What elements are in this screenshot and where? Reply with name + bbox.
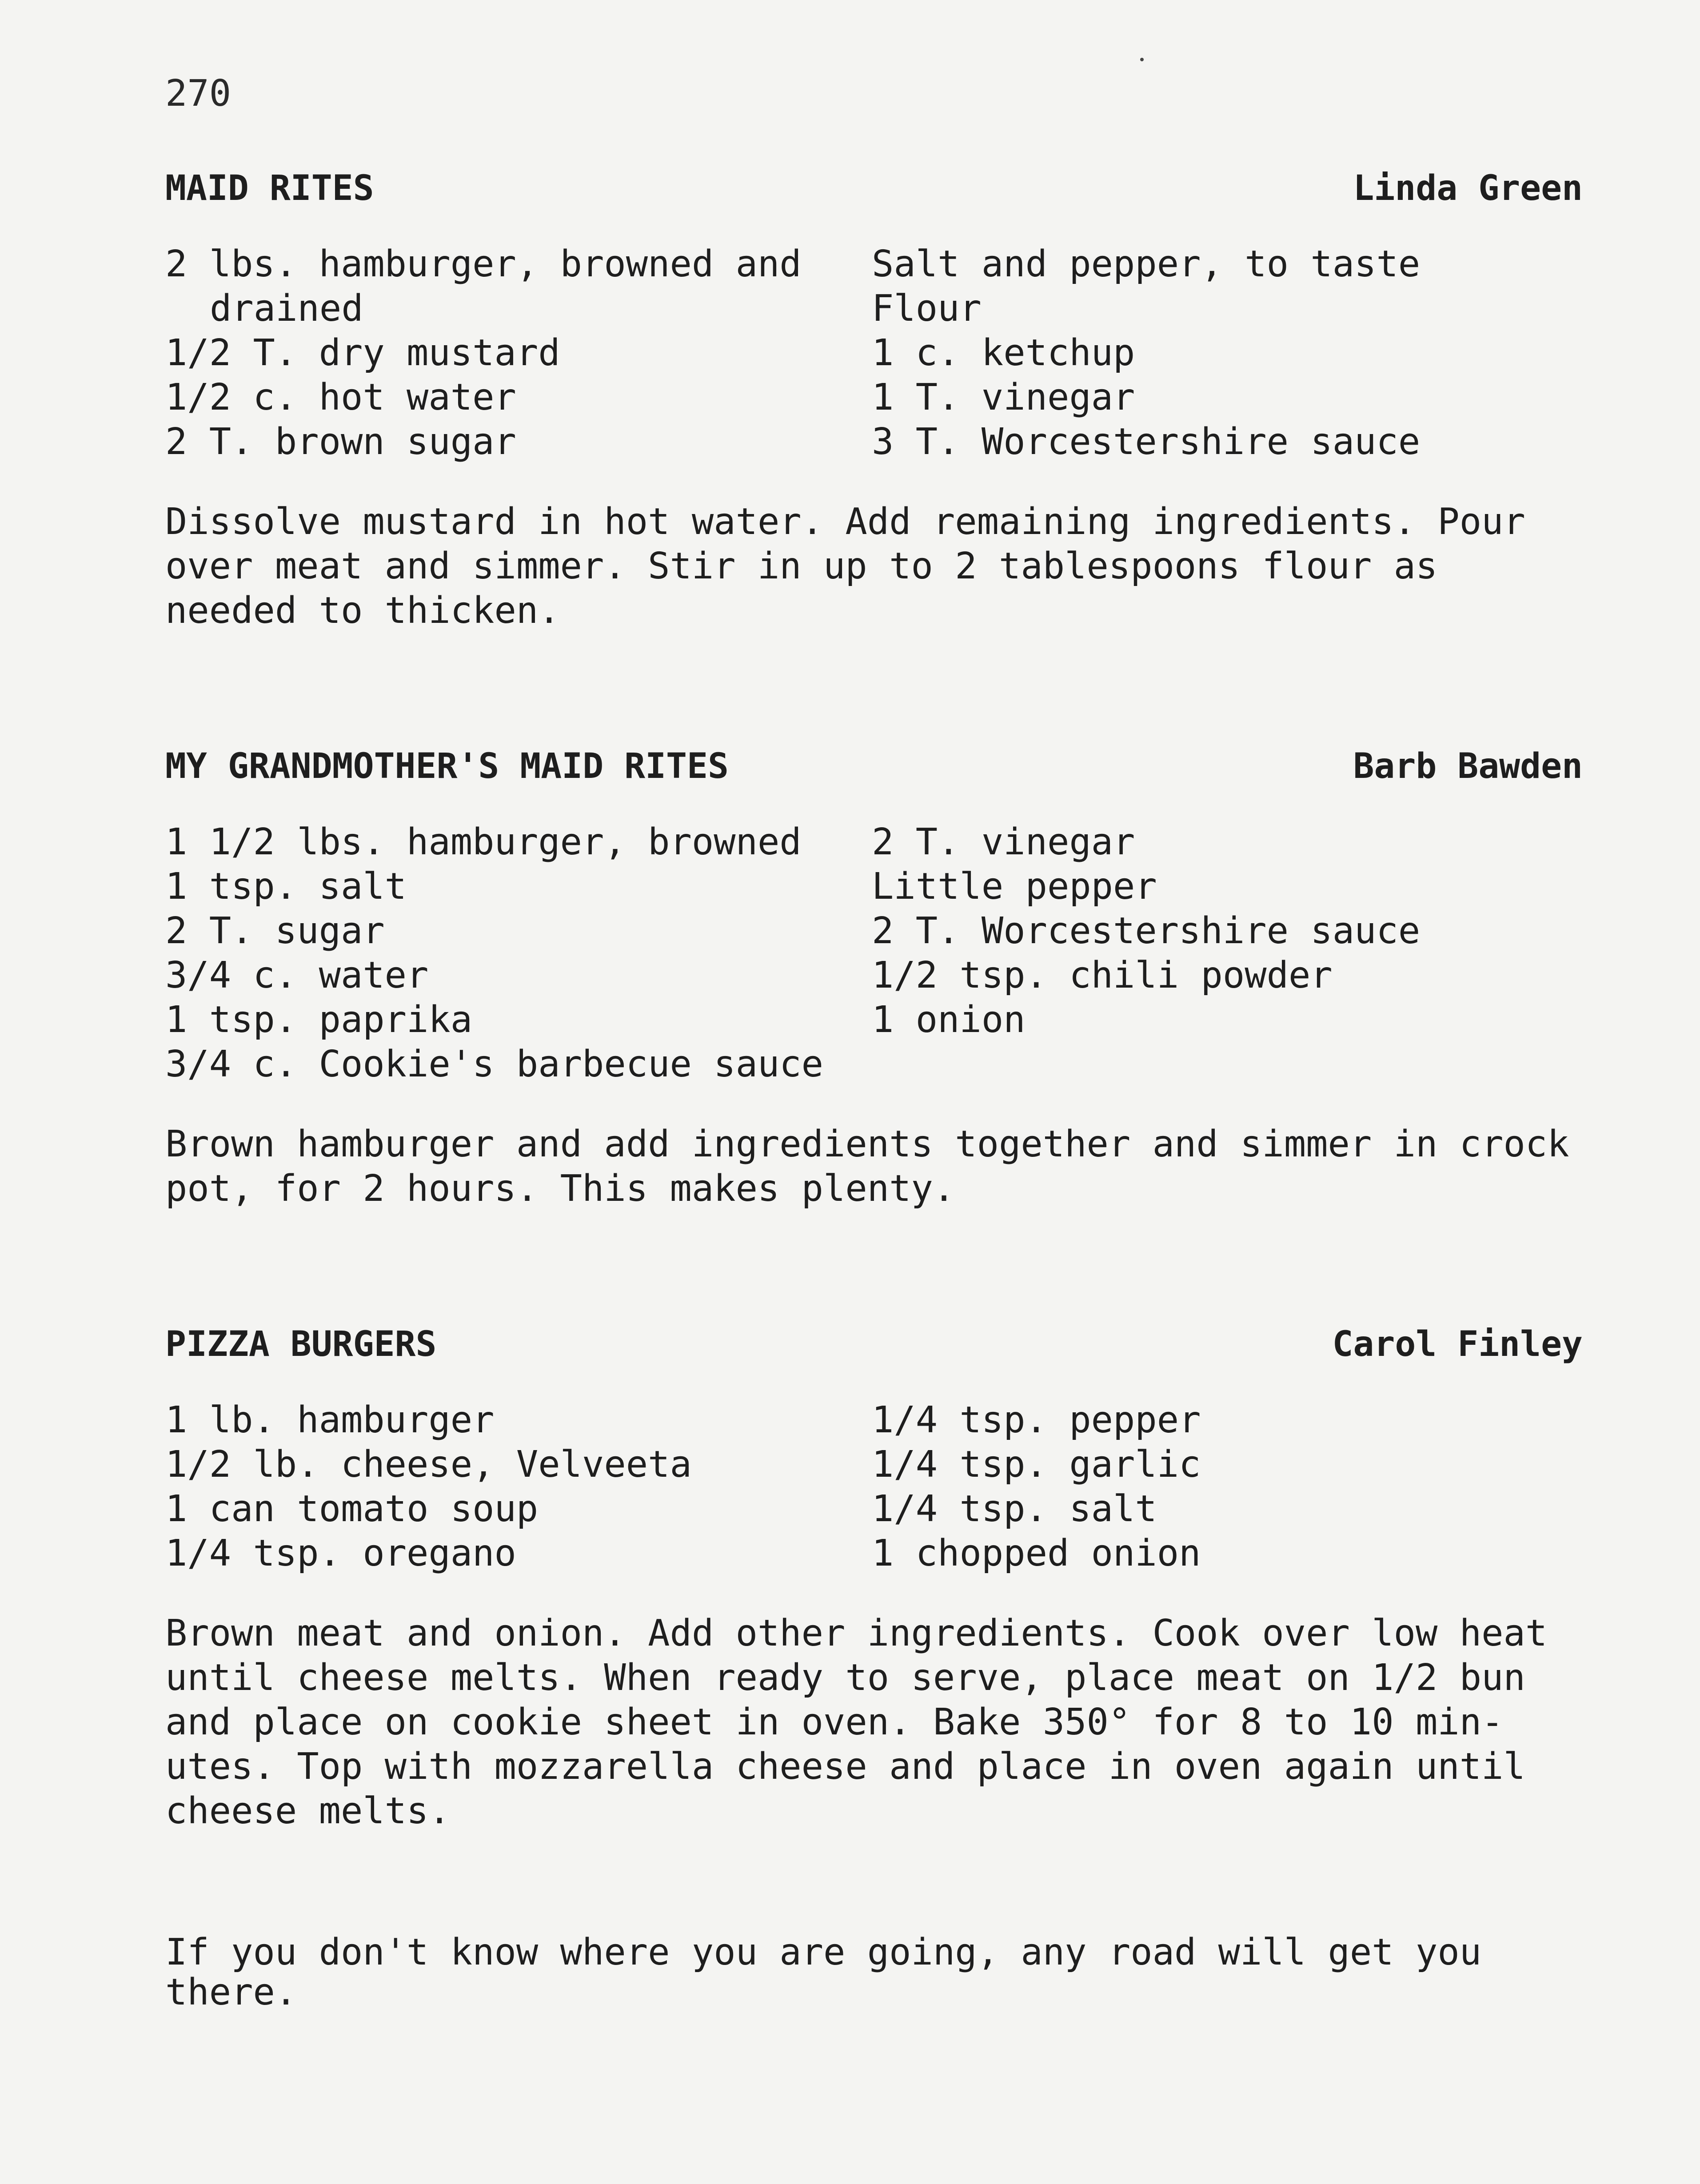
ingredient: 1 c. ketchup	[872, 332, 1135, 374]
ingredient: 1 tsp. paprika	[165, 999, 473, 1041]
ingredient-column-left	[165, 242, 872, 464]
recipe-header	[165, 746, 1583, 793]
ingredient: Little pepper	[872, 865, 1157, 908]
ingredient: 1 can tomato soup	[165, 1488, 539, 1530]
ingredient: 1/4 tsp. salt	[872, 1488, 1157, 1530]
ingredient-column-left	[165, 1398, 872, 1576]
recipe-title: PIZZA BURGERS	[165, 1324, 437, 1364]
ingredient: 2 T. vinegar	[872, 821, 1135, 863]
ingredient: 1 tsp. salt	[165, 865, 407, 908]
ingredient: 1 onion	[872, 999, 1026, 1041]
ingredient: 3 T. Worcestershire sauce	[872, 421, 1421, 463]
ingredient: 3/4 c. water	[165, 954, 429, 996]
recipe-author: Carol Finley	[1332, 1324, 1583, 1364]
ingredient: drained	[210, 287, 363, 330]
ingredient-column-left	[165, 820, 872, 1087]
ingredient: 3/4 c. Cookie's barbecue sauce	[165, 1043, 824, 1085]
ingredient: 1/2 T. dry mustard	[165, 332, 560, 374]
recipe-title: MAID RITES	[165, 168, 374, 208]
ingredient: Salt and pepper, to taste	[872, 243, 1421, 285]
ingredient: 2 lbs. hamburger, browned and	[165, 243, 802, 285]
recipe-directions: Brown hamburger and add ingredients together and simmer in crock pot, for 2 hours. This makes plenty.	[165, 1123, 1569, 1210]
recipe-author: Barb Bawden	[1353, 746, 1583, 786]
ingredient: 1 chopped onion	[872, 1532, 1201, 1574]
recipe-directions: Dissolve mustard in hot water. Add remaining ingredients. Pour over meat and simmer. Stir in up to 2 tablespoons flour as needed to thicken.	[165, 501, 1525, 632]
ingredient: 1 T. vinegar	[872, 376, 1135, 418]
recipe-author: Linda Green	[1353, 168, 1583, 208]
ingredient-column-right	[872, 1398, 1583, 1576]
speck-mark	[1140, 58, 1144, 61]
ingredient: Flour	[872, 287, 982, 330]
ingredient: 1 1/2 lbs. hamburger, browned	[165, 821, 802, 863]
ingredient-column-right	[872, 242, 1583, 464]
ingredient: 1/4 tsp. garlic	[872, 1443, 1201, 1486]
recipe-my-grandmothers-maid-rites	[165, 746, 1583, 1211]
ingredient-column-right	[872, 820, 1583, 1087]
recipe-title: MY GRANDMOTHER'S MAID RITES	[165, 746, 729, 786]
ingredient: 1/2 lb. cheese, Velveeta	[165, 1443, 692, 1486]
ingredient: 1/2 c. hot water	[165, 376, 516, 418]
recipe-pizza-burgers	[165, 1324, 1583, 1833]
page-number: 270	[165, 72, 231, 115]
ingredient: 1/4 tsp. oregano	[165, 1532, 516, 1574]
ingredient: 1/4 tsp. pepper	[872, 1399, 1201, 1441]
recipe-directions: Brown meat and onion. Add other ingredients. Cook over low heat until cheese melts. When ready to serve, place meat on 1/2 bun and place on cookie sheet in oven. Bake 350° for 8 to 10 min- utes. Top with mozzarella cheese and place in oven again until cheese melts.	[165, 1612, 1548, 1832]
closing-quote: If you don't know where you are going, any road will get you there.	[165, 1931, 1482, 2013]
recipe-header	[165, 168, 1583, 215]
ingredient: 1/2 tsp. chili powder	[872, 954, 1333, 996]
ingredient: 2 T. brown sugar	[165, 421, 516, 463]
ingredient-list	[165, 242, 1583, 464]
ingredient: 2 T. sugar	[165, 910, 385, 952]
ingredient: 2 T. Worcestershire sauce	[872, 910, 1421, 952]
ingredient: 1 lb. hamburger	[165, 1399, 495, 1441]
recipe-maid-rites	[165, 168, 1583, 633]
recipe-header	[165, 1324, 1583, 1371]
ingredient-list	[165, 1398, 1583, 1576]
ingredient-list	[165, 820, 1583, 1087]
